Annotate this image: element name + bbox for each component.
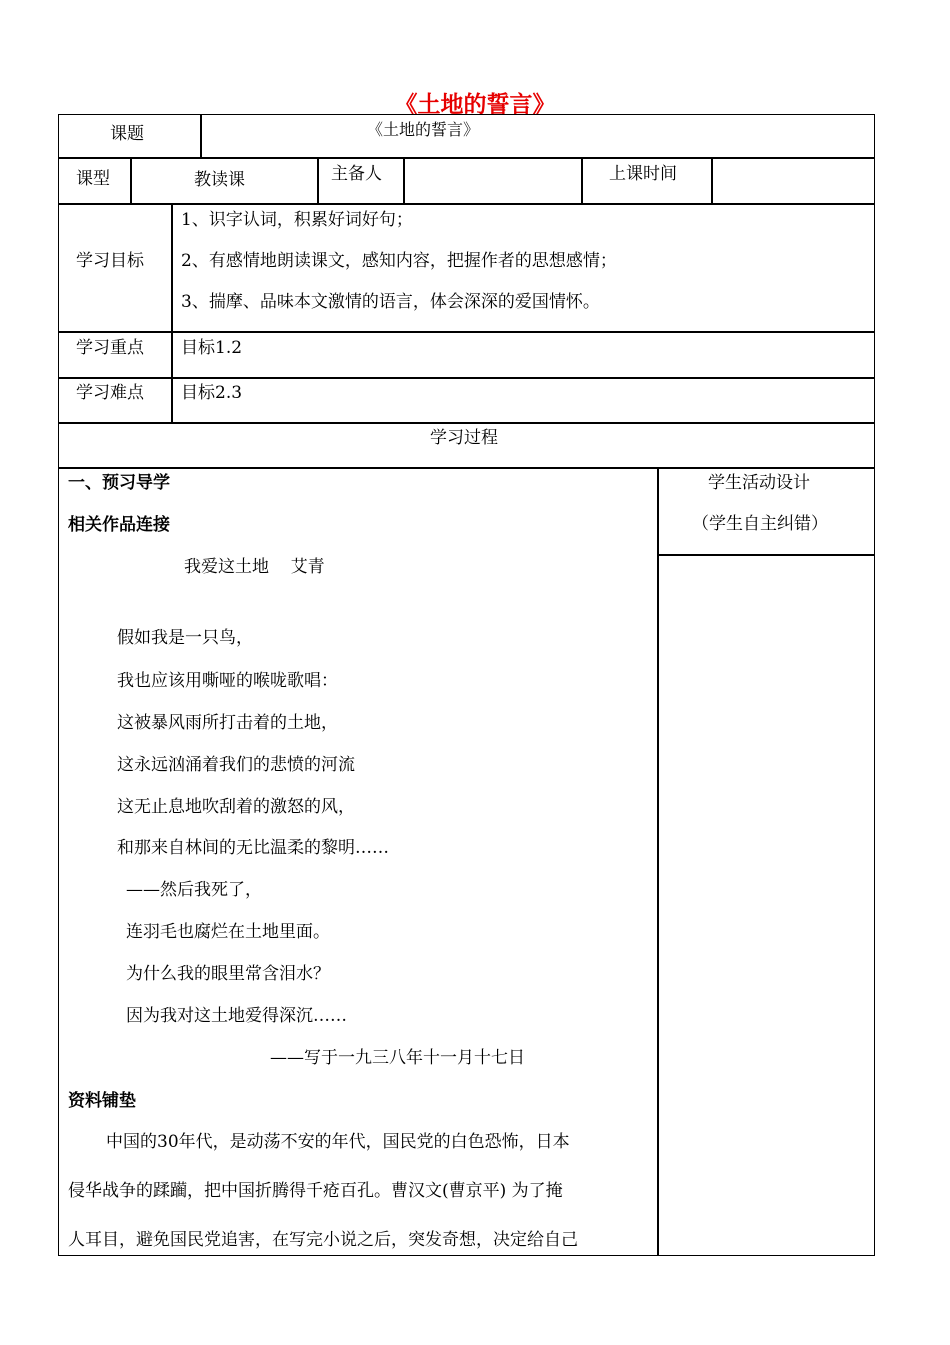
poem-date: ——写于一九三八年十一月十七日 <box>270 1048 525 1068</box>
poem-line: 这被暴风雨所打击着的土地， <box>117 713 338 733</box>
focus-value: 目标1.2 <box>181 338 243 358</box>
paragraph-line: 中国的30年代，是动荡不安的年代，国民党的白色恐怖，日本 <box>106 1132 570 1152</box>
poem-line: 连羽毛也腐烂在土地里面。 <box>126 922 330 942</box>
col-divider <box>403 157 405 203</box>
poem-line: 这永远汹涌着我们的悲愤的河流 <box>117 755 355 775</box>
goal-item: 3、揣摩、品味本文激情的语言，体会深深的爱国情怀。 <box>181 292 600 312</box>
paragraph-line: 侵华战争的蹂躏，把中国折腾得千疮百孔。曹汉文(曹京平) 为了掩 <box>68 1181 563 1201</box>
col-divider <box>581 157 583 203</box>
process-label: 学习过程 <box>430 428 498 448</box>
col-divider <box>657 467 659 1256</box>
goal-item: 2、有感情地朗读课文，感知内容，把握作者的思想感情； <box>181 251 617 271</box>
activity-subheading: （学生自主纠错） <box>692 514 828 534</box>
poem-line: 为什么我的眼里常含泪水？ <box>126 964 330 984</box>
time-label: 上课时间 <box>609 164 677 184</box>
difficulty-value: 目标2.3 <box>181 383 243 403</box>
focus-label: 学习重点 <box>76 338 144 358</box>
row-divider <box>657 554 875 556</box>
poem-line: 我也应该用嘶哑的喉咙歌唱： <box>117 671 338 691</box>
poem-title: 我爱这土地 艾青 <box>184 557 325 577</box>
row-divider <box>58 203 875 205</box>
document-title: 《土地的誓言》 <box>394 92 556 118</box>
poem-line: 和那来自林间的无比温柔的黎明…… <box>117 838 389 858</box>
poem-line: 假如我是一只鸟， <box>117 628 253 648</box>
section-subheading: 相关作品连接 <box>68 515 170 535</box>
col-divider <box>130 157 132 203</box>
col-divider <box>171 203 173 422</box>
poem-line: 这无止息地吹刮着的激怒的风， <box>117 797 355 817</box>
preparer-label: 主备人 <box>331 164 382 184</box>
col-divider <box>200 114 202 157</box>
topic-label: 课题 <box>110 124 144 144</box>
row-divider <box>58 157 875 159</box>
col-divider <box>711 157 713 203</box>
row-divider <box>58 467 875 469</box>
poem-line: ——然后我死了， <box>126 880 262 900</box>
activity-heading: 学生活动设计 <box>708 473 810 493</box>
type-label: 课型 <box>76 169 110 189</box>
goal-item: 1、识字认词，积累好词好句； <box>181 210 413 230</box>
row-divider <box>58 377 875 379</box>
row-divider <box>58 422 875 424</box>
topic-value: 《土地的誓言》 <box>367 120 480 139</box>
poem-line: 因为我对这土地爱得深沉…… <box>126 1006 347 1026</box>
col-divider <box>317 157 319 203</box>
row-divider <box>58 331 875 333</box>
difficulty-label: 学习难点 <box>76 383 144 403</box>
section-heading: 一、预习导学 <box>68 473 170 493</box>
type-value: 教读课 <box>194 170 245 190</box>
paragraph-line: 人耳目，避免国民党追害，在写完小说之后，突发奇想，决定给自己 <box>68 1230 578 1250</box>
goals-label: 学习目标 <box>76 251 144 271</box>
section-heading: 资料铺垫 <box>68 1091 136 1111</box>
